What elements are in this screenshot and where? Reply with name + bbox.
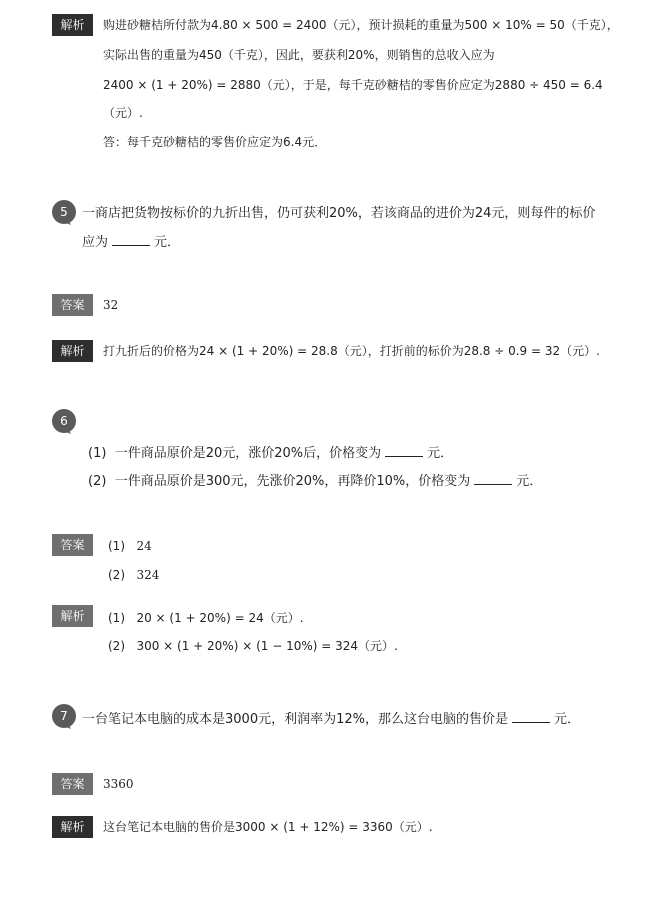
answer-value: (2) 324 bbox=[108, 568, 160, 582]
answer-blank bbox=[512, 710, 550, 723]
answer-value: 3360 bbox=[103, 777, 134, 791]
question-text: 一商店把货物按标价的九折出售，仍可获利20%，若该商品的进价为24元，则每件的标价 bbox=[82, 206, 596, 221]
answer-tag: 答案 bbox=[52, 294, 93, 316]
answer-blank bbox=[385, 444, 423, 457]
solution-tag: 解析 bbox=[52, 14, 93, 36]
question-number-badge: 7 bbox=[52, 704, 76, 728]
solution-line: （元）. bbox=[103, 106, 143, 120]
answer-tag: 答案 bbox=[52, 534, 93, 556]
answer-value: (1) 24 bbox=[108, 539, 152, 553]
answer-tag: 答案 bbox=[52, 773, 93, 795]
solution-line: (2) 300 × (1 + 20%) × (1 − 10%) = 324（元）. bbox=[108, 639, 398, 653]
answer-value: 32 bbox=[103, 298, 119, 312]
solution-line: (1) 20 × (1 + 20%) = 24（元）. bbox=[108, 611, 304, 625]
solution-tag: 解析 bbox=[52, 340, 93, 362]
final-answer-line: 答：每千克砂糖桔的零售价应定为6.4元． bbox=[103, 135, 327, 149]
solution-tag: 解析 bbox=[52, 605, 93, 627]
solution-line: 购进砂糖桔所付款为4.80 × 500 = 2400（元），预计损耗的重量为500 × 10% = 50（千克）， bbox=[103, 18, 619, 32]
solution-line: 这台笔记本电脑的售价是3000 × (1 + 12%) = 3360（元）. bbox=[103, 820, 433, 834]
question-part: (1) 一件商品原价是20元，涨价20%后，价格变为 元． bbox=[88, 446, 454, 461]
question-number-badge: 6 bbox=[52, 409, 76, 433]
solution-line: 打九折后的价格为24 × (1 + 20%) = 28.8（元），打折前的标价为28.8 ÷ 0.9 = 32（元）. bbox=[103, 344, 600, 358]
answer-blank bbox=[112, 233, 150, 246]
question-text: 应为 元． bbox=[82, 235, 181, 250]
question-number-badge: 5 bbox=[52, 200, 76, 224]
solution-line: 实际出售的重量为450（千克），因此，要获利20%，则销售的总收入应为 bbox=[103, 48, 495, 62]
answer-blank bbox=[474, 472, 512, 485]
solution-tag: 解析 bbox=[52, 816, 93, 838]
question-part: (2) 一件商品原价是300元，先涨价20%，再降价10%，价格变为 元． bbox=[88, 474, 543, 489]
question-text: 一台笔记本电脑的成本是3000元，利润率为12%，那么这台电脑的售价是 元． bbox=[82, 712, 580, 727]
solution-line: 2400 × (1 + 20%) = 2880（元），于是，每千克砂糖桔的零售价应定为2880 ÷ 450 = 6.4 bbox=[103, 78, 603, 92]
